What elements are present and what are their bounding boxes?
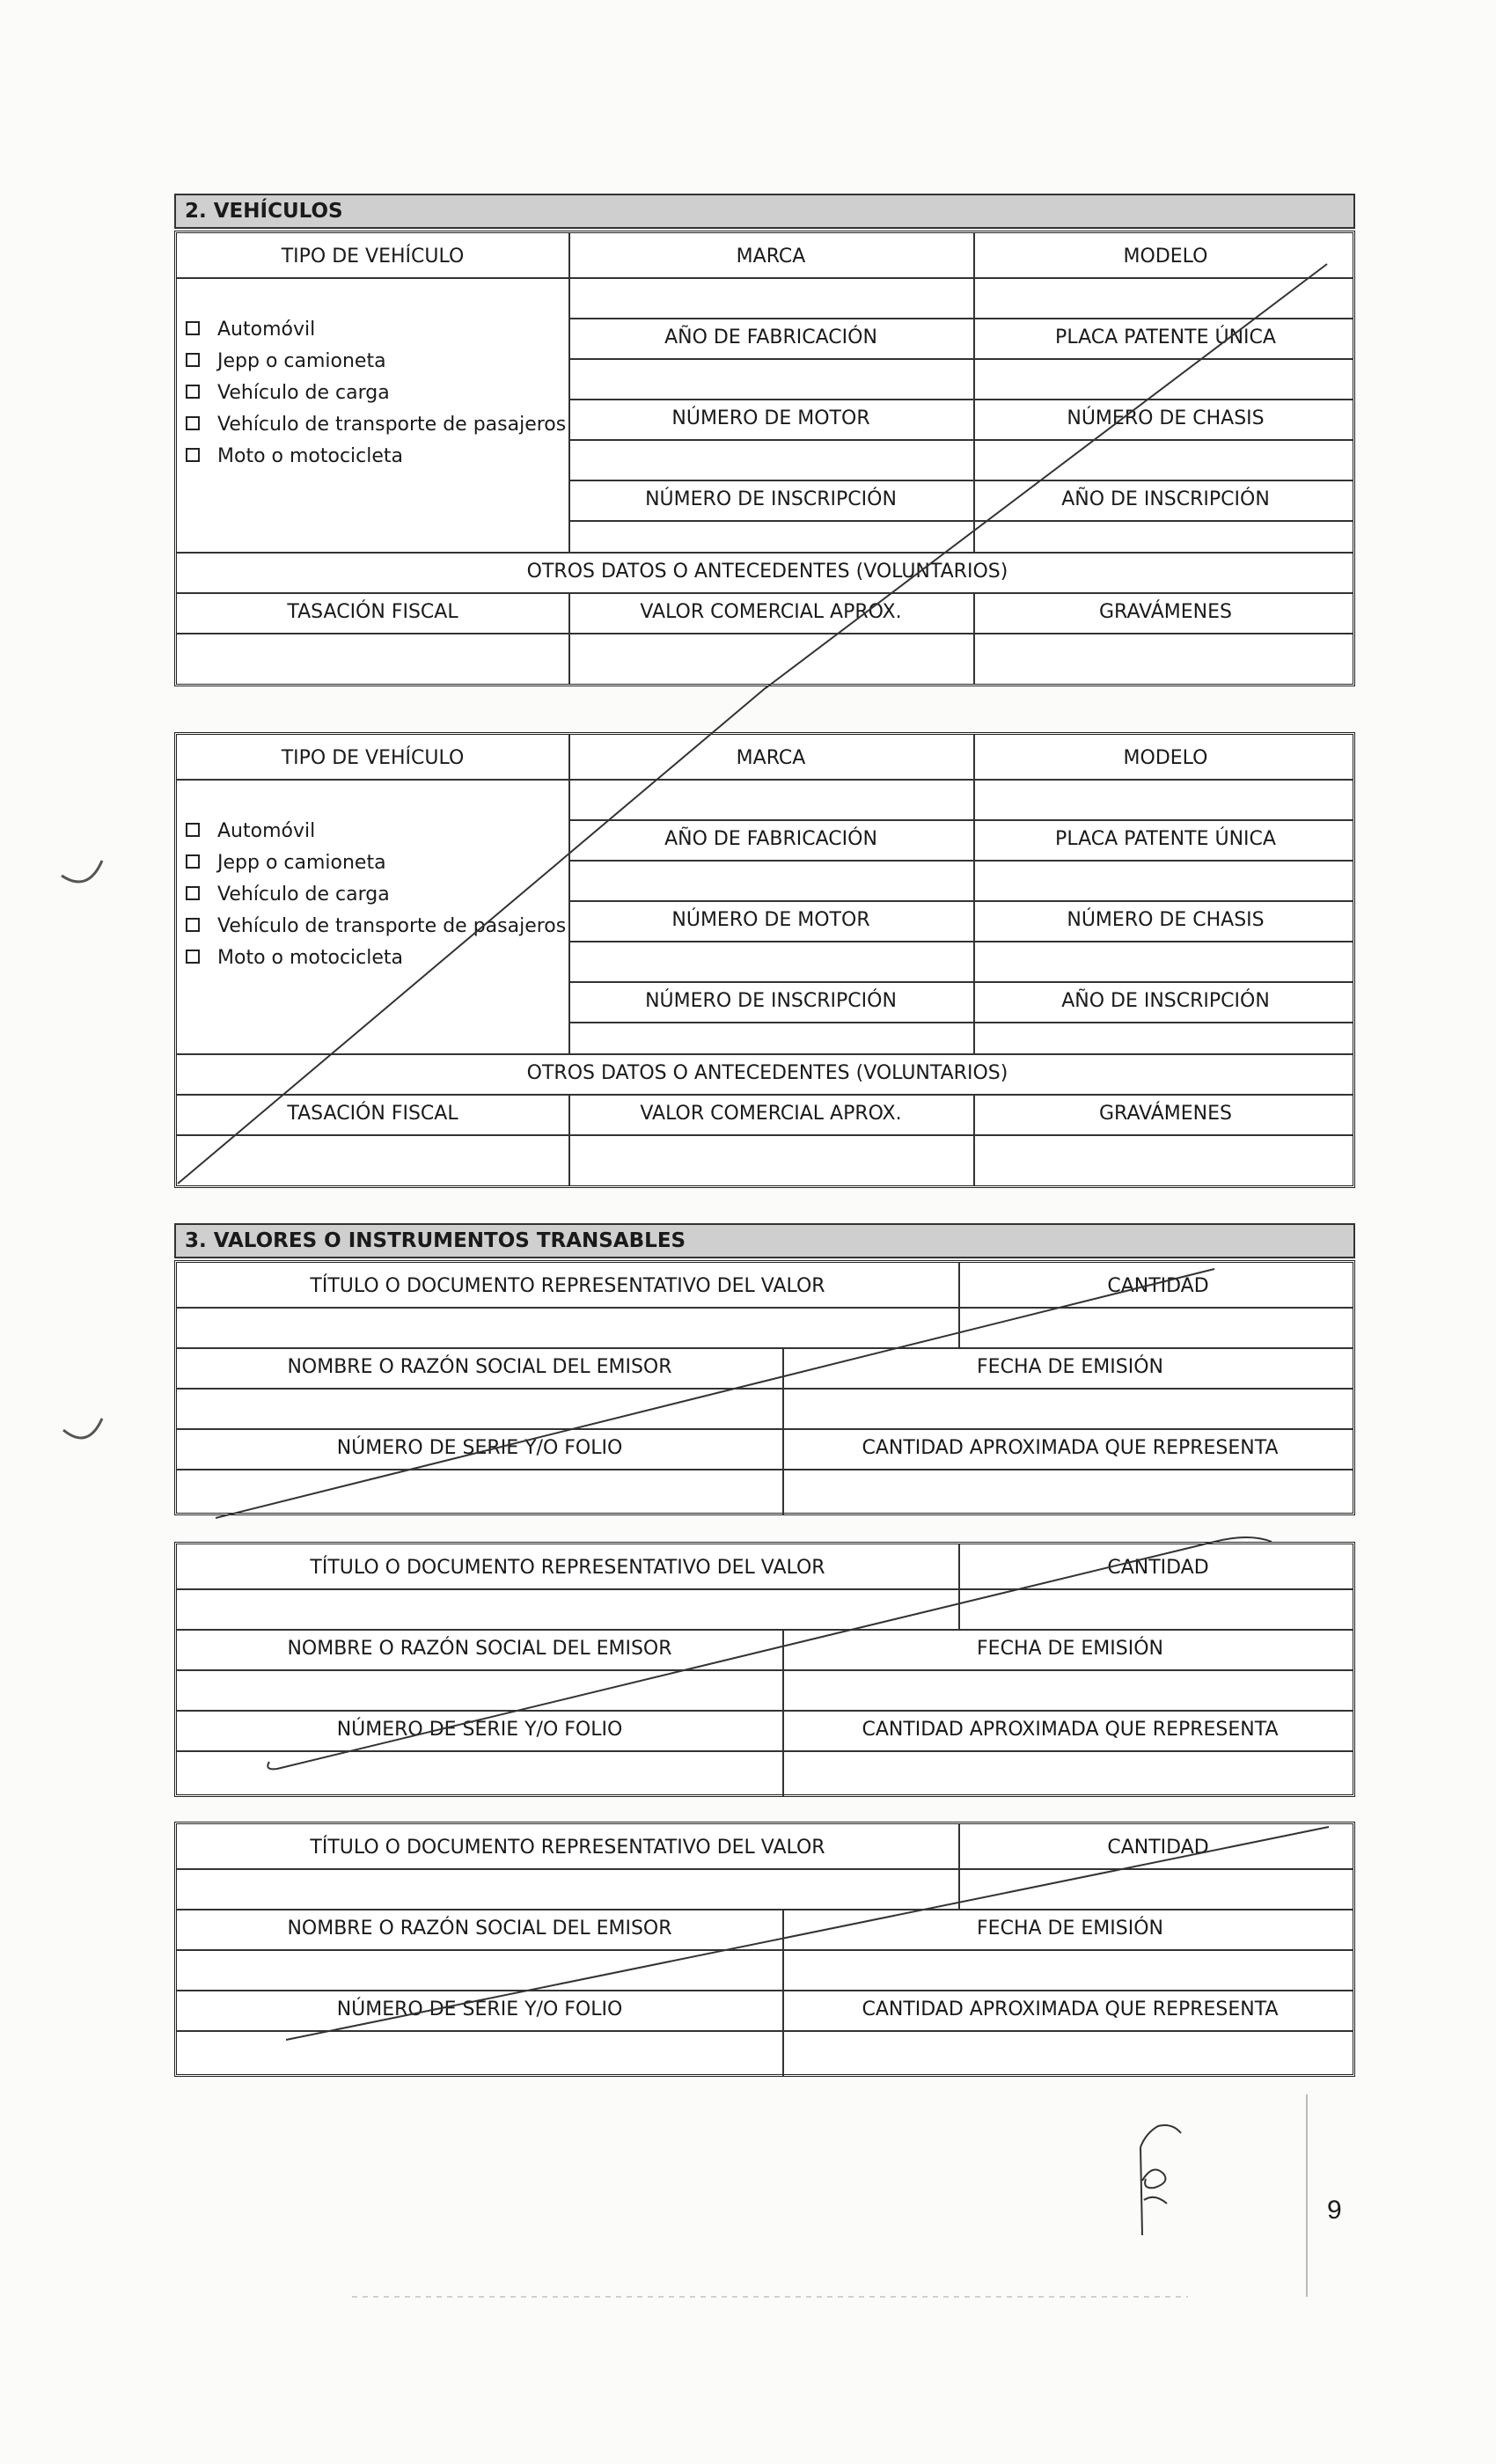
otros-datos-label: OTROS DATOS O ANTECEDENTES (VOLUNTARIOS) bbox=[526, 561, 1008, 583]
cancel-stroke-valores-3 bbox=[286, 1827, 1329, 2040]
tasacion-label: TASACIÓN FISCAL bbox=[287, 601, 458, 623]
page-number: 9 bbox=[1327, 2196, 1342, 2225]
gravamenes-label: GRAVÁMENES bbox=[1099, 1103, 1232, 1125]
serie-folio-label: NÚMERO DE SERIE Y/O FOLIO bbox=[336, 1998, 623, 2020]
cantidad-aprox-label: CANTIDAD APROXIMADA QUE REPRESENTA bbox=[862, 1998, 1279, 2020]
section-2-header: 2. VEHÍCULOS bbox=[174, 194, 1355, 229]
titulo-label: TÍTULO O DOCUMENTO REPRESENTATIVO DEL VALOR bbox=[310, 1557, 825, 1579]
marca-label: MARCA bbox=[736, 246, 806, 268]
fecha-emision-label: FECHA DE EMISIÓN bbox=[977, 1918, 1163, 1940]
cantidad-label: CANTIDAD bbox=[1107, 1837, 1209, 1859]
cantidad-aprox-label: CANTIDAD APROXIMADA QUE REPRESENTA bbox=[862, 1437, 1279, 1459]
option-camioneta[interactable]: Jepp o camioneta bbox=[186, 847, 386, 879]
option-moto[interactable]: Moto o motocicleta bbox=[186, 441, 403, 473]
motor-label: NÚMERO DE MOTOR bbox=[671, 909, 870, 931]
option-automovil[interactable]: Automóvil bbox=[186, 314, 315, 346]
fecha-emision-label: FECHA DE EMISIÓN bbox=[977, 1356, 1163, 1378]
tasacion-label: TASACIÓN FISCAL bbox=[287, 1103, 458, 1125]
cancel-stroke-valores-2 bbox=[268, 1537, 1272, 1769]
section-3-header: 3. VALORES O INSTRUMENTOS TRANSABLES bbox=[174, 1223, 1355, 1258]
inscripcion-label: NÚMERO DE INSCRIPCIÓN bbox=[645, 488, 897, 510]
titulo-label: TÍTULO O DOCUMENTO REPRESENTATIVO DEL VALOR bbox=[310, 1837, 825, 1859]
chasis-label: NÚMERO DE CHASIS bbox=[1067, 909, 1265, 931]
otros-datos-label: OTROS DATOS O ANTECEDENTES (VOLUNTARIOS) bbox=[526, 1062, 1008, 1084]
punch-hole-mark-2 bbox=[63, 1419, 102, 1438]
emisor-label: NOMBRE O RAZÓN SOCIAL DEL EMISOR bbox=[287, 1356, 672, 1378]
tipo-vehiculo-label: TIPO DE VEHÍCULO bbox=[281, 246, 465, 268]
serie-folio-label: NÚMERO DE SERIE Y/O FOLIO bbox=[336, 1437, 623, 1459]
cancel-stroke-vehicle-2 bbox=[178, 686, 767, 1184]
valor-comercial-label: VALOR COMERCIAL APROX. bbox=[640, 601, 902, 623]
punch-hole-mark-1 bbox=[62, 861, 102, 882]
placa-label: PLACA PATENTE ÚNICA bbox=[1055, 326, 1276, 348]
tipo-vehiculo-label: TIPO DE VEHÍCULO bbox=[281, 747, 465, 769]
option-carga[interactable]: Vehículo de carga bbox=[186, 378, 390, 409]
cantidad-aprox-label: CANTIDAD APROXIMADA QUE REPRESENTA bbox=[862, 1719, 1279, 1741]
option-carga[interactable]: Vehículo de carga bbox=[186, 879, 390, 911]
anio-inscripcion-label: AÑO DE INSCRIPCIÓN bbox=[1061, 488, 1270, 510]
cancel-stroke-vehicle-1 bbox=[766, 264, 1327, 688]
placa-label: PLACA PATENTE ÚNICA bbox=[1055, 828, 1276, 850]
emisor-label: NOMBRE O RAZÓN SOCIAL DEL EMISOR bbox=[287, 1918, 672, 1940]
chasis-label: NÚMERO DE CHASIS bbox=[1067, 407, 1265, 429]
cantidad-label: CANTIDAD bbox=[1107, 1275, 1209, 1297]
serie-folio-label: NÚMERO DE SERIE Y/O FOLIO bbox=[336, 1719, 623, 1741]
cantidad-label: CANTIDAD bbox=[1107, 1557, 1209, 1579]
modelo-label: MODELO bbox=[1123, 747, 1208, 769]
option-pasajeros[interactable]: Vehículo de transporte de pasajeros bbox=[186, 409, 566, 441]
inscripcion-label: NÚMERO DE INSCRIPCIÓN bbox=[645, 990, 897, 1012]
titulo-label: TÍTULO O DOCUMENTO REPRESENTATIVO DEL VALOR bbox=[310, 1275, 825, 1297]
anio-inscripcion-label: AÑO DE INSCRIPCIÓN bbox=[1061, 990, 1270, 1012]
anio-fabricacion-label: AÑO DE FABRICACIÓN bbox=[664, 828, 877, 850]
emisor-label: NOMBRE O RAZÓN SOCIAL DEL EMISOR bbox=[287, 1638, 672, 1660]
marca-label: MARCA bbox=[736, 747, 806, 769]
gravamenes-label: GRAVÁMENES bbox=[1099, 601, 1232, 623]
option-moto[interactable]: Moto o motocicleta bbox=[186, 942, 403, 974]
fecha-emision-label: FECHA DE EMISIÓN bbox=[977, 1638, 1163, 1660]
option-pasajeros[interactable]: Vehículo de transporte de pasajeros bbox=[186, 911, 566, 942]
anio-fabricacion-label: AÑO DE FABRICACIÓN bbox=[664, 326, 877, 348]
option-camioneta[interactable]: Jepp o camioneta bbox=[186, 346, 386, 378]
modelo-label: MODELO bbox=[1123, 246, 1208, 268]
cancel-stroke-valores-1 bbox=[216, 1269, 1214, 1518]
motor-label: NÚMERO DE MOTOR bbox=[671, 407, 870, 429]
valor-comercial-label: VALOR COMERCIAL APROX. bbox=[640, 1103, 902, 1125]
option-automovil[interactable]: Automóvil bbox=[186, 816, 315, 847]
signature-mark bbox=[1140, 2125, 1181, 2235]
